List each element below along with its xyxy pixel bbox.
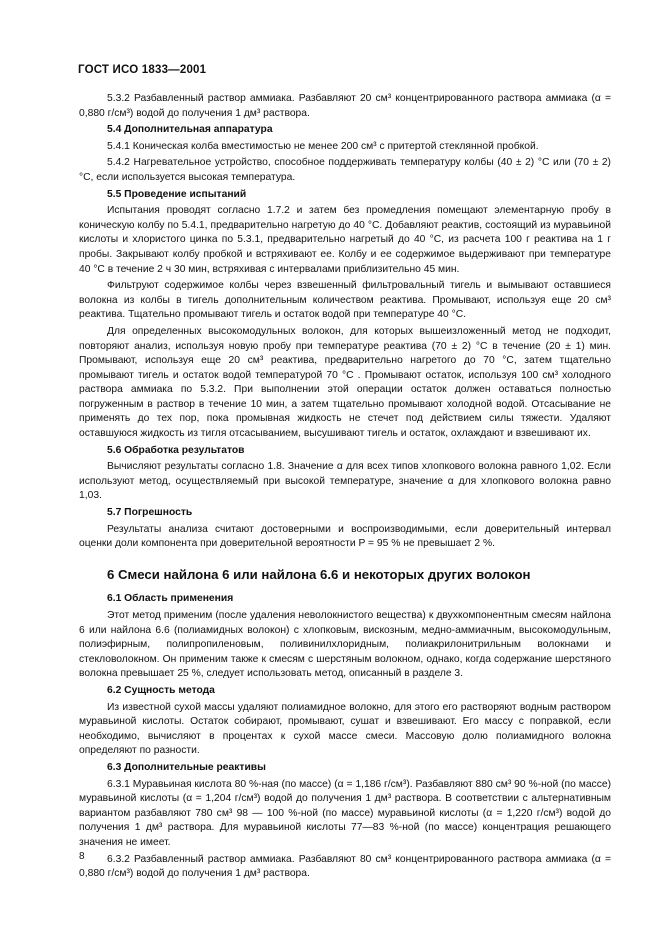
paragraph-5-6: Вычисляют результаты согласно 1.8. Значение α для всех типов хлопкового волокна равного 1,02. Если используют метод, осуществляемый при высокой температуре, значение α для хлопкового волокна равно 1,03. xyxy=(79,461,611,502)
paragraph-5-4-1: 5.4.1 Коническая колба вместимостью не менее 200 см³ с притертой стеклянной пробкой. xyxy=(107,140,539,152)
heading-6-2: 6.2 Сущность метода xyxy=(107,684,215,696)
paragraph-5-5-a: Испытания проводят согласно 1.7.2 и затем без промедления помещают элементарную пробу в коническую колбу по 5.4.1, предварительно нагретую до 40 °С. Добавляют реактив, состоящий из муравьиной кислоты и хлористого цинка по 5.3.1, предварительно нагретый до 40 °С, из расчета 100 г реактива на 1 г пробы. Закрывают колбу пробкой и встряхивают ее. Колбу и ее содержимое выдерживают при температуре 40 °С в течение 2 ч 30 мин, встряхивая с интервалами приблизительно 45 мин. xyxy=(79,205,611,275)
paragraph-6-1: Этот метод применим (после удаления неволокнистого вещества) к двухкомпонентным смесям найлона 6 или найлона 6.6 (полиамидных волокон) с хлопковым, вискозным, медно-аммиачным, высокомодульным, полиэфирным, полипропиленовым, поливинилхлоридным, полиакрилонитрильным волокнами и стекловолокном. Он применим также к смесям с шерстяным волокном, однако, когда содержание шерстяного волокна превышает 25 %, следует использовать метод, описанный в разделе 3. xyxy=(79,610,611,680)
heading-5-7: 5.7 Погрешность xyxy=(107,507,193,519)
heading-6-1: 6.1 Область применения xyxy=(107,593,234,605)
page-number: 8 xyxy=(79,851,85,862)
document-body xyxy=(79,92,611,884)
section-6-title: 6 Смеси найлона 6 или найлона 6.6 и некоторых других волокон xyxy=(107,566,531,582)
paragraph-5-7: Результаты анализа считают достоверными и воспроизводимыми, если доверительный интервал оценки доли компонента при доверительной вероятности P = 95 % не превышает 2 %. xyxy=(79,523,611,550)
paragraph-5-3-2: 5.3.2 Разбавленный раствор аммиака. Разбавляют 20 см³ концентрированного раствора аммиака (α = 0,880 г/см³) водой до получения 1 дм³ раствора. xyxy=(79,93,611,119)
heading-5-5: 5.5 Проведение испытаний xyxy=(107,188,247,200)
paragraph-5-5-c: Для определенных высокомодульных волокон, для которых вышеизложенный метод не подходит, повторяют анализ, используя новую пробу при температуре реактива (70 ± 2) °С в течение (20 ± 1) мин. Промывают, используя еще 20 см³ реактива, предварительно нагретого до 70 °С, затем тщательно промывают тигель и остаток водой температурой 70 °С . Промывают остаток, используя 100 см³ холодного раствора аммиака по 5.3.2. При выполнении этой операции остаток должен оставаться полностью погруженным в раствор в течение 10 мин, а затем тщательно промывают холодной водой. Отсасывание не применять до тех пор, пока промывная жидкость не стечет под действием силы тяжести. Удаляют оставшуюся жидкость из тигля отсасыванием, высушивают тигель и остаток, охлаждают и взвешивают их. xyxy=(79,325,611,440)
document-header: ГОСТ ИСО 1833—2001 xyxy=(78,64,207,76)
paragraph-6-2: Из известной сухой массы удаляют полиамидное волокно, для этого его растворяют водным раствором муравьиной кислоты. Остаток собирают, промывают, сушат и взвешивают. Его массу с поправкой, если необходимо, вычисляют в процентах к сухой массе смеси. Массовую долю полиамидного волокна определяют по разности. xyxy=(79,701,611,757)
paragraph-6-3-1: 6.3.1 Муравьиная кислота 80 %-ная (по массе) (α = 1,186 г/см³). Разбавляют 880 см³ 90 %-ной (по массе) муравьиной кислоты (α = 1,204 г/см³) водой до получения 1 дм³ раствора. В соответствии с альтернативным вариантом разбавляют 780 см³ 98 — 100 %-ной (по массе) муравьиной кислоты (α = 1,220 г/см³) водой до получения 1 дм³ раствора. Для муравьиной кислоты 77—83 %-ной (по массе) концентрация решающего значения не имеет. xyxy=(79,778,611,848)
paragraph-5-4-2: 5.4.2 Нагревательное устройство, способное поддерживать температуру колбы (40 ± 2) °С или (70 ± 2) °С, если используется высокая температура. xyxy=(79,157,611,183)
paragraph-6-3-2: 6.3.2 Разбавленный раствор аммиака. Разбавляют 80 см³ концентрированного раствора аммиака (α = 0,880 г/см³) водой до получения 1 дм³ раствора. xyxy=(79,853,611,880)
paragraph-5-5-b: Фильтруют содержимое колбы через взвешенный фильтровальный тигель и вымывают оставшиеся волокна из колбы в тигель дополнительным количеством реактива. Промывают, используя еще 20 см³ реактива. Тщательно промывают тигель и остаток водой при температуре 40 °С. xyxy=(79,280,611,321)
heading-5-6: 5.6 Обработка результатов xyxy=(107,444,245,456)
heading-6-3: 6.3 Дополнительные реактивы xyxy=(107,761,266,773)
heading-5-4: 5.4 Дополнительная аппаратура xyxy=(107,124,273,136)
